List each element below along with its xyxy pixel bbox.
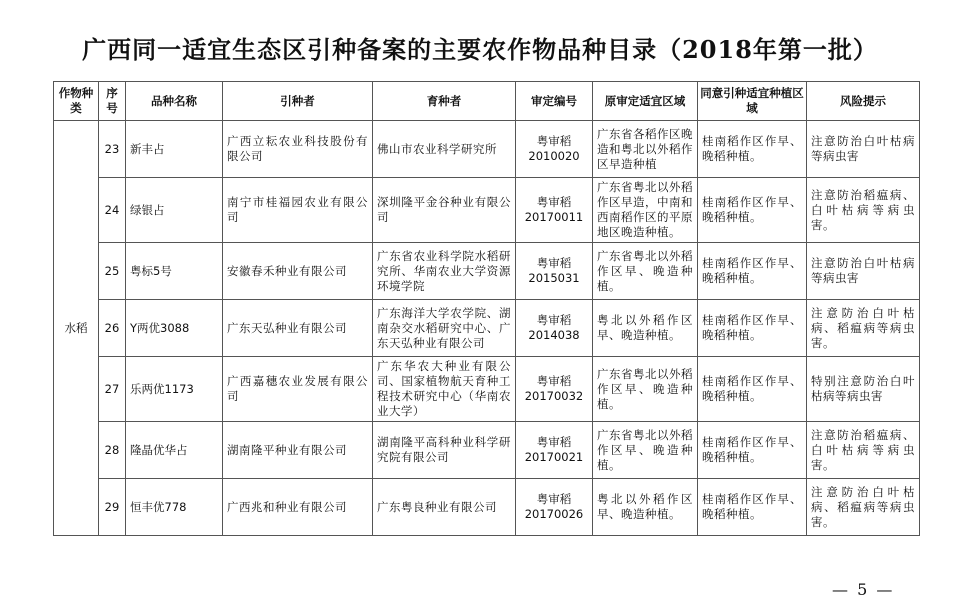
cell-risk: 注意防治白叶枯病、稻瘟病等病虫害。	[807, 479, 920, 536]
crop-cell: 水稻	[54, 121, 99, 536]
cell-orig-region: 粤北以外稻作区早、晚造种植。	[593, 300, 698, 357]
cell-code: 粤审稻20170032	[516, 357, 593, 422]
cell-approved-region: 桂南稻作区作早、晚稻种植。	[698, 479, 807, 536]
col-header-risk: 风险提示	[807, 82, 920, 121]
cell-introducer: 湖南隆平种业有限公司	[223, 422, 373, 479]
table-row	[54, 178, 920, 243]
col-header-no: 序号	[99, 82, 126, 121]
cell-variety: 新丰占	[126, 121, 223, 178]
cell-risk: 注意防治稻瘟病、白叶枯病等病虫害。	[807, 178, 920, 243]
table-header-row	[54, 82, 920, 121]
cell-code: 粤审稻20170026	[516, 479, 593, 536]
variety-table	[53, 81, 920, 536]
cell-introducer: 广西兆和种业有限公司	[223, 479, 373, 536]
table-row	[54, 479, 920, 536]
cell-code: 粤审稻2015031	[516, 243, 593, 300]
cell-breeder: 广东粤良种业有限公司	[373, 479, 516, 536]
cell-risk: 注意防治白叶枯病、稻瘟病等病虫害。	[807, 300, 920, 357]
cell-code: 粤审稻2014038	[516, 300, 593, 357]
cell-approved-region: 桂南稻作区作早、晚稻种植。	[698, 178, 807, 243]
cell-breeder: 湖南隆平高科种业科学研究院有限公司	[373, 422, 516, 479]
cell-introducer: 南宁市桂福园农业有限公司	[223, 178, 373, 243]
col-header-approved-region: 同意引种适宜种植区域	[698, 82, 807, 121]
cell-orig-region: 广东省粤北以外稻作区早、晚造种植。	[593, 243, 698, 300]
table-row	[54, 121, 920, 178]
cell-orig-region: 粤北以外稻作区早、晚造种植。	[593, 479, 698, 536]
col-header-code: 审定编号	[516, 82, 593, 121]
cell-no: 28	[99, 422, 126, 479]
table-row	[54, 243, 920, 300]
cell-breeder: 广东华农大种业有限公司、国家植物航天育种工程技术研究中心（华南农业大学）	[373, 357, 516, 422]
table-row	[54, 300, 920, 357]
cell-code: 粤审稻2010020	[516, 121, 593, 178]
cell-introducer: 广西嘉穗农业发展有限公司	[223, 357, 373, 422]
cell-introducer: 广西立耘农业科技股份有限公司	[223, 121, 373, 178]
cell-variety: 恒丰优778	[126, 479, 223, 536]
cell-no: 27	[99, 357, 126, 422]
table-row	[54, 357, 920, 422]
cell-breeder: 深圳隆平金谷种业有限公司	[373, 178, 516, 243]
cell-risk: 注意防治白叶枯病等病虫害	[807, 121, 920, 178]
cell-approved-region: 桂南稻作区作早、晚稻种植。	[698, 121, 807, 178]
cell-approved-region: 桂南稻作区作早、晚稻种植。	[698, 243, 807, 300]
cell-orig-region: 广东省各稻作区晚造和粤北以外稻作区早造种植	[593, 121, 698, 178]
cell-no: 29	[99, 479, 126, 536]
cell-orig-region: 广东省粤北以外稻作区早、晚造种植。	[593, 422, 698, 479]
cell-no: 24	[99, 178, 126, 243]
cell-variety: 绿银占	[126, 178, 223, 243]
table-row	[54, 422, 920, 479]
cell-variety: 粤标5号	[126, 243, 223, 300]
col-header-breeder: 育种者	[373, 82, 516, 121]
col-header-crop: 作物种类	[54, 82, 99, 121]
cell-approved-region: 桂南稻作区作早、晚稻种植。	[698, 422, 807, 479]
cell-introducer: 广东天弘种业有限公司	[223, 300, 373, 357]
cell-breeder: 佛山市农业科学研究所	[373, 121, 516, 178]
cell-orig-region: 广东省粤北以外稻作区早造，中南和西南稻作区的平原地区晚造种植。	[593, 178, 698, 243]
cell-risk: 注意防治稻瘟病、白叶枯病等病虫害。	[807, 422, 920, 479]
cell-orig-region: 广东省粤北以外稻作区早、晚造种植。	[593, 357, 698, 422]
col-header-variety: 品种名称	[126, 82, 223, 121]
page-number: — 5 —	[832, 580, 895, 599]
col-header-orig-region: 原审定适宜区域	[593, 82, 698, 121]
col-header-introducer: 引种者	[223, 82, 373, 121]
cell-no: 23	[99, 121, 126, 178]
cell-approved-region: 桂南稻作区作早、晚稻种植。	[698, 357, 807, 422]
cell-breeder: 广东省农业科学院水稻研究所、华南农业大学资源环境学院	[373, 243, 516, 300]
cell-code: 粤审稻20170021	[516, 422, 593, 479]
cell-risk: 注意防治白叶枯病等病虫害	[807, 243, 920, 300]
cell-no: 25	[99, 243, 126, 300]
cell-introducer: 安徽春禾种业有限公司	[223, 243, 373, 300]
cell-code: 粤审稻20170011	[516, 178, 593, 243]
cell-variety: 隆晶优华占	[126, 422, 223, 479]
cell-approved-region: 桂南稻作区作早、晚稻种植。	[698, 300, 807, 357]
cell-risk: 特别注意防治白叶枯病等病虫害	[807, 357, 920, 422]
cell-no: 26	[99, 300, 126, 357]
cell-breeder: 广东海洋大学农学院、湖南杂交水稻研究中心、广东天弘种业有限公司	[373, 300, 516, 357]
cell-variety: Y两优3088	[126, 300, 223, 357]
cell-variety: 乐两优1173	[126, 357, 223, 422]
page-title: 广西同一适宜生态区引种备案的主要农作物品种目录（2018年第一批）	[82, 35, 878, 64]
